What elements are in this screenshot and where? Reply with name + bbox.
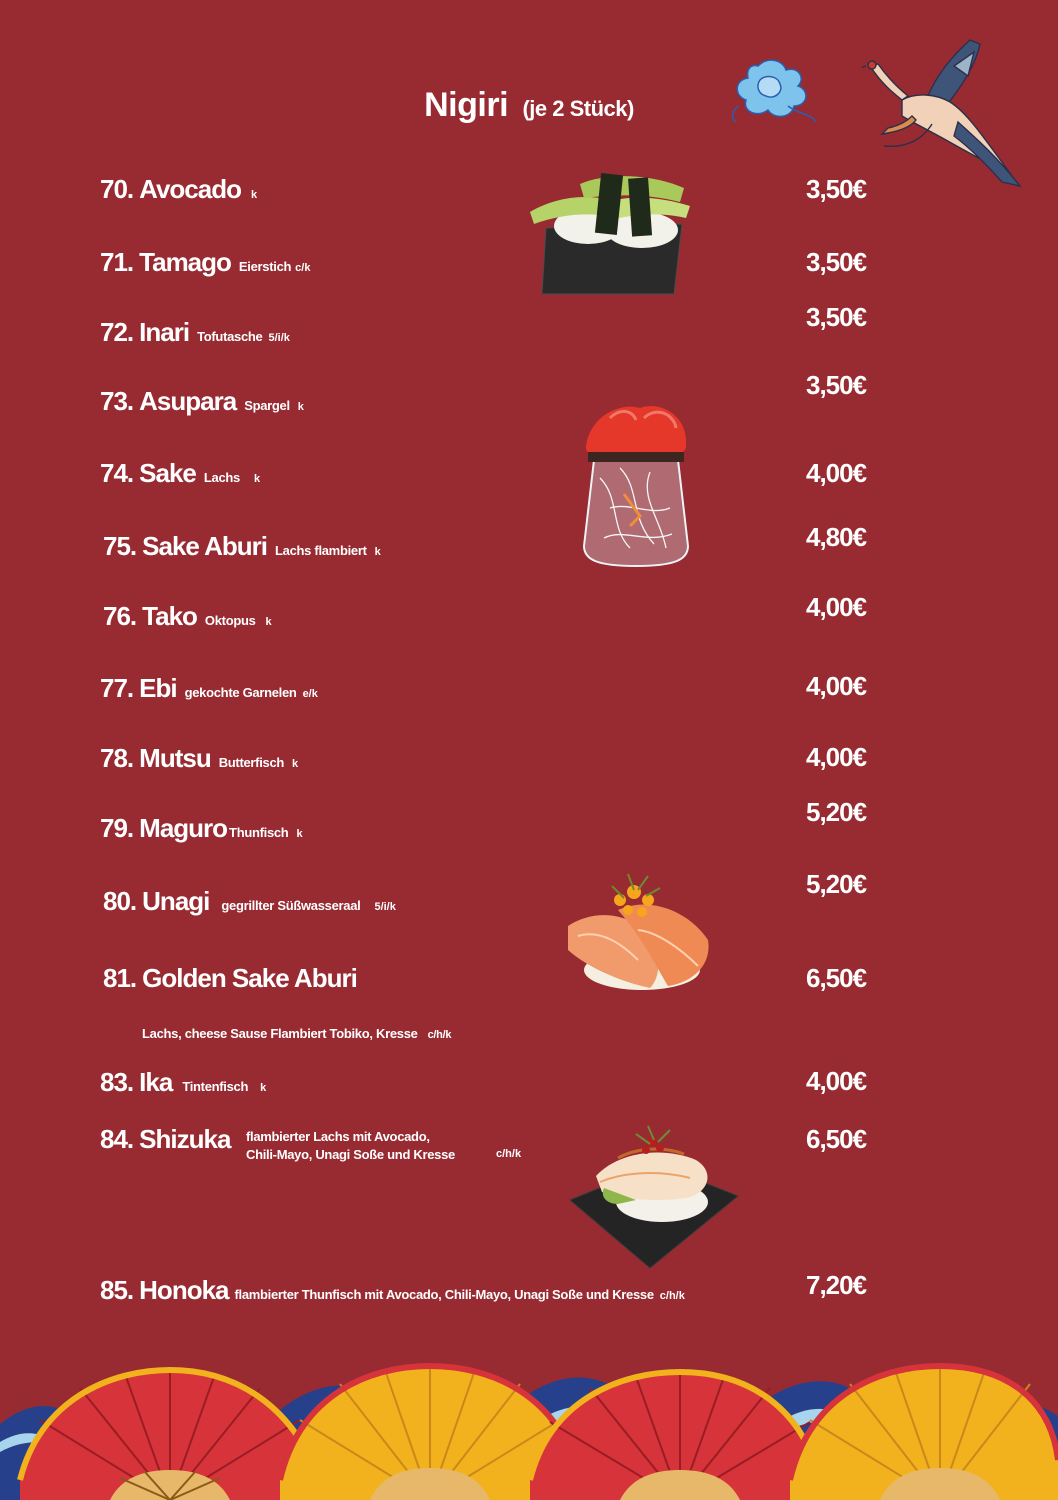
menu-item-78	[100, 743, 298, 774]
item-price-81: 6,50€	[806, 963, 867, 993]
item-number: 81.	[103, 963, 137, 993]
item-description: Thunfisch	[229, 825, 289, 840]
item-number: 71.	[100, 247, 134, 277]
item-allergens: k	[292, 758, 299, 770]
item-name: Sake Aburi	[142, 531, 268, 561]
item-name: Ebi	[139, 673, 177, 703]
item-number: 77.	[100, 673, 134, 703]
item-allergens: k	[297, 401, 304, 413]
item-price-79: 5,20€	[806, 797, 867, 827]
item-number: 75.	[103, 531, 137, 561]
item-price-73: 3,50€	[806, 370, 867, 400]
item-allergens: 5/i/k	[374, 901, 396, 913]
item-price-77: 4,00€	[806, 671, 867, 701]
item-price-75: 4,80€	[806, 522, 867, 552]
item-price-78: 4,00€	[806, 742, 867, 772]
menu-item-80	[103, 886, 396, 917]
item-number: 73.	[100, 386, 134, 416]
item-name: Ika	[139, 1067, 173, 1097]
item-price-70: 3,50€	[806, 174, 867, 204]
item-name: Sake	[139, 458, 196, 488]
item-name: Avocado	[139, 174, 241, 204]
item-allergens: 5/i/k	[268, 332, 290, 344]
item-name: Unagi	[142, 886, 210, 916]
section-title: Nigiri	[424, 86, 509, 124]
shizuka-nigiri-photo	[566, 1124, 740, 1270]
menu-item-72	[100, 317, 290, 348]
item-description: gekochte Garnelen	[184, 685, 297, 700]
salmon-aburi-nigiri-photo	[558, 870, 718, 1002]
item-number: 76.	[103, 601, 137, 631]
menu-item-76	[103, 601, 272, 632]
item-allergens: c/k	[295, 262, 311, 274]
item-allergens: e/k	[302, 688, 318, 700]
salmon-nigiri-glass-photo	[580, 398, 692, 570]
item-name: Golden Sake Aburi	[142, 963, 357, 993]
item-number: 72.	[100, 317, 134, 347]
item-description: Butterfisch	[218, 755, 285, 770]
item-allergens: k	[265, 616, 272, 628]
item-allergens: k	[374, 546, 381, 558]
item-price-74: 4,00€	[806, 458, 867, 488]
item-price-80: 5,20€	[806, 869, 867, 899]
item-price-72: 3,50€	[806, 302, 867, 332]
item-number: 78.	[100, 743, 134, 773]
avocado-nigiri-photo	[524, 168, 704, 296]
menu-item-83	[100, 1067, 266, 1098]
item-description-line-1: flambierter Lachs mit Avocado,	[246, 1129, 430, 1144]
item-allergens: c/h/k	[496, 1148, 522, 1160]
item-description: Eierstich	[238, 259, 292, 274]
section-subtitle: (je 2 Stück)	[522, 96, 634, 121]
menu-item-81	[103, 963, 357, 994]
item-price-71: 3,50€	[806, 247, 867, 277]
item-allergens: k	[251, 189, 258, 201]
blue-peony-illustration	[728, 56, 818, 126]
item-allergens: k	[253, 473, 261, 485]
item-number: 74.	[100, 458, 134, 488]
item-number: 79.	[100, 813, 134, 843]
item-name: Mutsu	[139, 743, 211, 773]
item-allergens: k	[296, 828, 303, 840]
menu-item-73	[100, 386, 304, 417]
item-allergens: c/h/k	[427, 1029, 452, 1041]
item-name: Shizuka	[139, 1124, 231, 1154]
item-allergens: c/h/k	[659, 1290, 685, 1302]
item-number: 80.	[103, 886, 137, 916]
menu-item-70	[100, 174, 257, 205]
folding-fan-border	[0, 1360, 1058, 1500]
item-name: Tako	[142, 601, 197, 631]
item-price-83: 4,00€	[806, 1066, 867, 1096]
menu-item-77	[100, 673, 318, 704]
menu-item-84	[100, 1124, 230, 1155]
fan-1	[20, 1370, 320, 1500]
item-price-85: 7,20€	[806, 1270, 867, 1300]
crane-illustration	[862, 36, 1026, 194]
item-description: Lachs, cheese Sause Flambiert Tobiko, Kresse	[142, 1026, 418, 1041]
item-81-description-line	[142, 1026, 451, 1041]
item-name: Maguro	[139, 813, 228, 843]
item-number: 84.	[100, 1124, 134, 1154]
item-description: flambierter Thunfisch mit Avocado, Chili-Mayo, Unagi Soße und Kresse	[234, 1287, 654, 1302]
item-description: Tofutasche	[197, 329, 263, 344]
menu-item-85	[100, 1275, 685, 1306]
item-description: Tintenfisch	[182, 1079, 249, 1094]
item-description: Lachs	[203, 470, 240, 485]
item-84-description	[246, 1128, 455, 1164]
item-name: Honoka	[139, 1275, 229, 1305]
item-name: Tamago	[139, 247, 231, 277]
item-description-line-2: Chili-Mayo, Unagi Soße und Kresse	[246, 1147, 455, 1162]
menu-item-79	[100, 813, 303, 844]
item-price-84: 6,50€	[806, 1124, 867, 1154]
item-name: Inari	[139, 317, 190, 347]
item-allergens: k	[260, 1082, 267, 1094]
item-description: Oktopus	[204, 613, 256, 628]
item-number: 85.	[100, 1275, 134, 1305]
item-description: Lachs flambiert	[275, 543, 367, 558]
item-price-76: 4,00€	[806, 592, 867, 622]
item-number: 70.	[100, 174, 134, 204]
menu-item-75	[103, 531, 381, 562]
menu-item-71	[100, 247, 310, 278]
item-description: Spargel	[244, 398, 290, 413]
item-number: 83.	[100, 1067, 134, 1097]
item-name: Asupara	[139, 386, 237, 416]
menu-item-74	[100, 458, 260, 489]
item-description: gegrillter Süßwasseraal	[221, 898, 361, 913]
